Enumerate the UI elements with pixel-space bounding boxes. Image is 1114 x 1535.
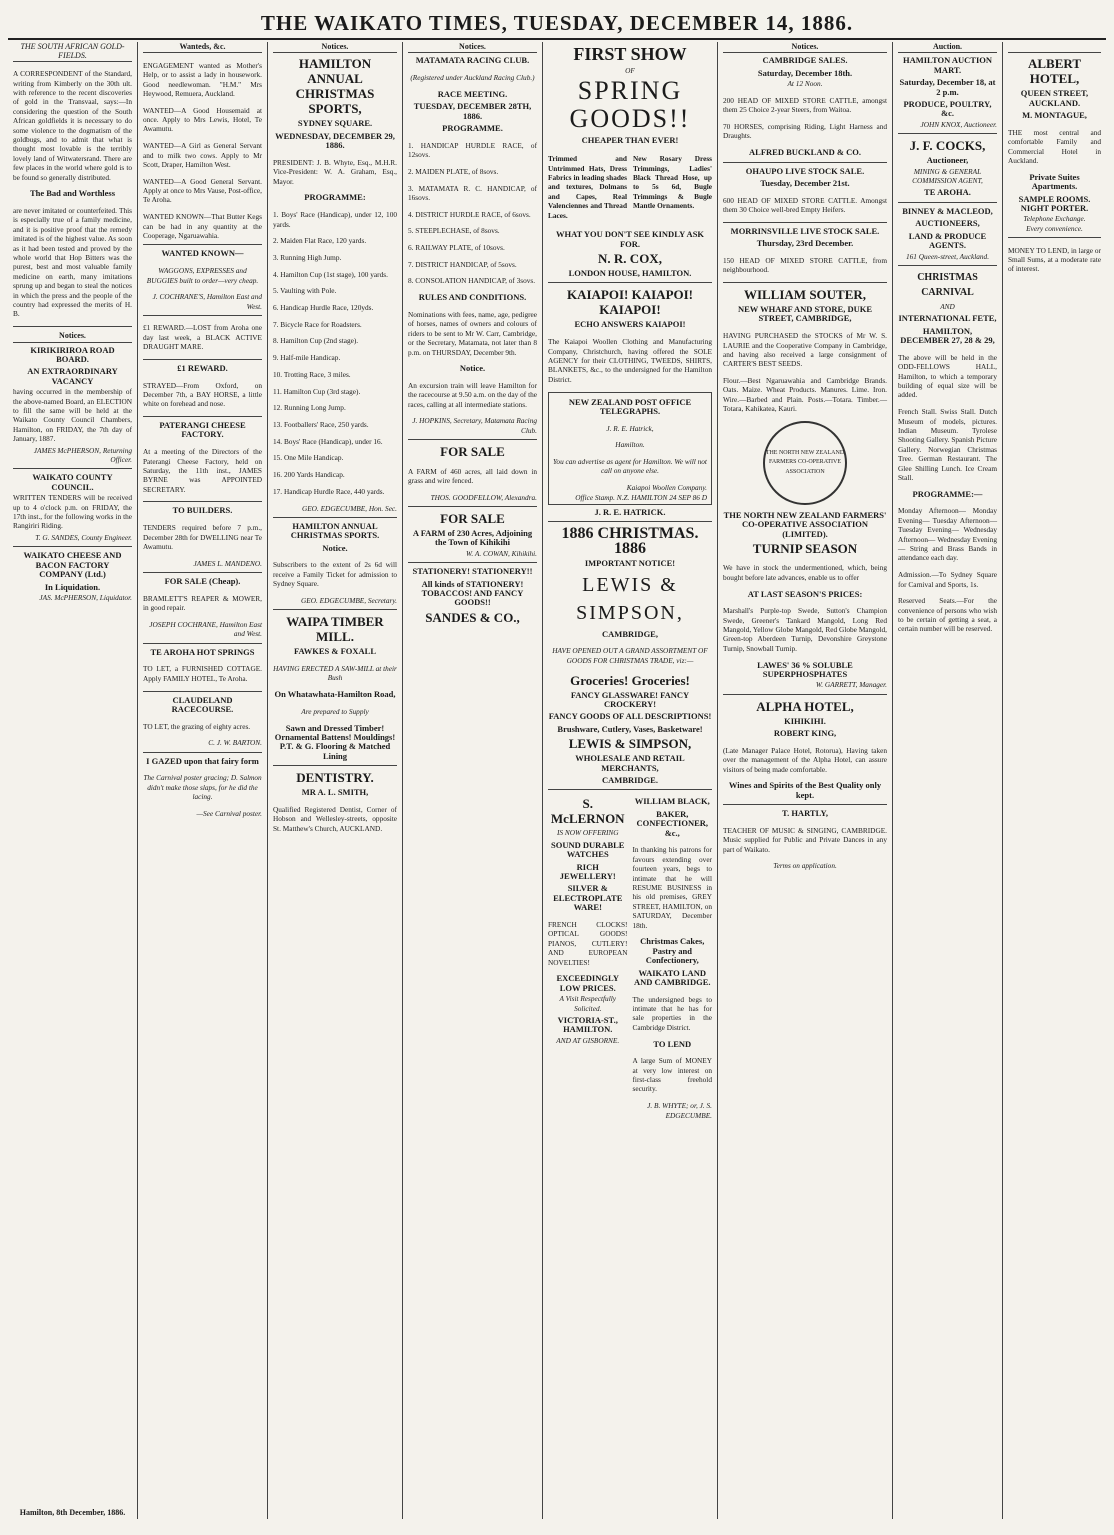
- article-title: THE SOUTH AFRICAN GOLD-FIELDS.: [13, 42, 132, 62]
- race-item: 6. RAILWAY PLATE, of 10sovs.: [408, 243, 505, 253]
- masthead: THE WAIKATO TIMES, TUESDAY, DECEMBER 14, 1886.: [8, 8, 1106, 40]
- notice-ad: KIRIKIRIROA ROAD BOARD. AN EXTRAORDINARY VACANCY having occurred in the membership of the above-named Board, an ELECTION to fill the same will be held at the Waikato County Council Chambers, Hamilton, on FRIDAY, the 7th day of January, 1887. JAMES McPHERSON, Returning Officer.: [13, 344, 132, 465]
- subheading: The Bad and Worthless: [29, 188, 116, 199]
- event-item: 7. Bicycle Race for Roadsters.: [273, 319, 362, 329]
- event-item: 14. Boys' Race (Handicap), under 16.: [273, 436, 383, 446]
- event-item: 12. Running Long Jump.: [273, 403, 346, 413]
- telegraph-box: NEW ZEALAND POST OFFICE TELEGRAPHS. J. R. E. Hatrick, Hamilton. You can advertise as agent for Hamilton. We will not call on anyone else. Kaiapoi Woollen Company. Office Stamp. N.Z. HAMILTON 24 SEP 86 D: [548, 392, 712, 505]
- wanted-ad: ENGAGEMENT wanted as Mother's Help, or to assist a lady in housework. Good needlewoman. "H.M." Mrs Heywood, Remuera, Auckland.: [143, 60, 262, 98]
- race-item: 7. DISTRICT HANDICAP, of 5sovs.: [408, 259, 517, 269]
- notice-ad: WAIKATO CHEESE AND BACON FACTORY COMPANY (Ltd.) In Liquidation. JAS. McPHERSON, Liquidator.: [23, 550, 132, 602]
- farmers-seal: THE NORTH NEW ZEALAND FARMERS CO-OPERATIVE ASSOCIATION: [763, 421, 847, 505]
- reward-ad: £1 REWARD.—LOST from Aroha one day last week, a BLACK ACTIVE DRAUGHT MARE.: [143, 323, 262, 352]
- column-4: Notices. MATAMATA RACING CLUB. (Registered under Auckland Racing Club.) RACE MEETING. TUESDAY, DECEMBER 28TH, 1886. PROGRAMME. 1. HANDICAP HURDLE RACE, of 12sovs. 2. MAIDEN PLATE, of 8sovs. 3. MATAMATA R. C. HANDICAP, of 16sovs. 4. DISTRICT HURDLE RACE, of 6sovs. 5. STEEPLECHASE, of 8sovs. 6. RAILWAY PLATE, of 10sovs. 7. DISTRICT HANDICAP, of 5sovs. 8. CONSOLATION HANDICAP, of 3sovs. RULES AND CONDITIONS. Nominations with fees, name, age, pedigree of horses, names of owners and colours of riders to be sent to Mr W. Carr, Cambridge, or the Secretary, Matamata, not later than 8 p.m. on THURSDAY, December 9th. Notice. An excursion train will leave Hamilton for the racecourse at 9.50 a.m. on the day of the races, calling at all intermediate stations. J. HOPKINS, Secretary, Matamata Racing Club. FOR SALE A FARM of 460 acres, all laid down in grass and wire fenced. THOS. GOODFELLOW, Alexandra. FOR SALE A FARM of 230 Acres, Adjoining the Town of Kihikihi W. A. COWAN, Kihikihi. STATIONERY! STATIONERY!! All kinds of STATIONERY! TOBACCOS! AND FANCY GOODS!! SANDES & CO.,: [403, 42, 543, 1519]
- notices-heading: Notices.: [13, 331, 132, 342]
- event-item: 17. Handicap Hurdle Race, 440 yards.: [273, 486, 385, 496]
- event-item: 11. Hamilton Cup (3rd stage).: [273, 386, 361, 396]
- column-8: ALBERT HOTEL, QUEEN STREET, AUCKLAND. M. MONTAGUE, THE most central and comfortable Family and Commercial Hotel in Auckland. Private Suites Apartments. SAMPLE ROOMS. NIGHT PORTER. Telephone Exchange. Every convenience. MONEY TO LEND, in large or Small Sums, at a moderate rate of interest.: [1003, 42, 1106, 1519]
- event-item: 9. Half-mile Handicap.: [273, 353, 341, 363]
- wanteds-heading: Wanteds, &c.: [143, 42, 262, 53]
- wanted-ad: WANTED—A Good General Servant. Apply at once to Mrs Vause, Post-office, Te Aroha.: [143, 176, 262, 205]
- event-item: 6. Handicap Hurdle Race, 120yds.: [273, 303, 374, 313]
- race-item: 2. MAIDEN PLATE, of 8sovs.: [408, 166, 499, 176]
- event-item: 5. Vaulting with Pole.: [273, 286, 337, 296]
- column-1: [8, 42, 138, 1519]
- event-item: 15. One Mile Handicap.: [273, 453, 344, 463]
- event-item: 3. Running High Jump.: [273, 252, 342, 262]
- event-item: 1. Boys' Race (Handicap), under 12, 100 yards.: [273, 210, 397, 229]
- column-5: FIRST SHOW OF SPRING GOODS!! CHEAPER THAN EVER! Trimmed and Untrimmed Hats, Dress Fabrics in leading shades and textures, Dolmans and Capes, Real Valenciennes and Thread Laces. New Rosary Dress Trimmings, Ladies' Black Thread Hose, up to 5s 6d, Bugle Trimmings & Bugle Mantle Ornaments. WHAT YOU DON'T SEE KINDLY ASK FOR. N. R. COX, LONDON HOUSE, HAMILTON. KAIAPOI! KAIAPOI! KAIAPOI! ECHO ANSWERS KAIAPOI! The Kaiapoi Woollen Clothing and Manufacturing Company, Christchurch, having offered the SOLE AGENCY for their CLOTHING, TWEEDS, SHIRTS, BLANKETS, &c., to the undersigned for the Hamilton District. NEW ZEALAND POST OFFICE TELEGRAPHS. J. R. E. Hatrick, Hamilton. You can advertise as agent for Hamilton. We will not call on anyone else. Kaiapoi Woollen Company. Office Stamp. N.Z. HAMILTON 24 SEP 86 D J. R. E. HATRICK. 1886 CHRISTMAS. 1886 IMPORTANT NOTICE! LEWIS & SIMPSON, CAMBRIDGE, HAVE OPENED OUT A GRAND ASSORTMENT OF GOODS FOR CHRISTMAS TRADE, viz:— Groceries! Groceries! FANCY GLASSWARE! FANCY CROCKERY! FANCY GOODS OF ALL DESCRIPTIONS! Brushware, Cutlery, Vases, Basketware! LEWIS & SIMPSON, WHOLESALE AND RETAIL MERCHANTS, CAMBRIDGE. S. McLERNON IS NOW OFFERING SOUND DURABLE WATCHES RICH JEWELLERY! SILVER & ELECTROPLATE WARE! FRENCH CLOCKS! OPTICAL GOODS! PIANOS, CUTLERY! AND EUROPEAN NOVELTIES! EXCEEDINGLY LOW PRICES. A Visit Respectfully Solicited. VICTORIA-ST., HAMILTON. AND AT GISBORNE. WILLIAM BLACK, BAKER, CONFECTIONER, &c., In thanking his patrons for favours extending over fourteen years, begs to intimate that he will RESUME BUSINESS in his old premises, GREY STREET, HAMILTON, on SATURDAY, December 18th. Christmas Cakes, Pastry and Confectionery, WAIKATO LAND AND CAMBRIDGE. The undersigned begs to intimate that he has for sale properties in the Cambridge District. TO LEND A large Sum of MONEY at very low interest on first-class freehold security. J. B. WHYTE; or, J. S. EDGECUMBE.: [543, 42, 718, 1519]
- wanted-ad: WANTED KNOWN—That Butter Kegs can be had in any quantity at the Cooperage, Ngaruawahia.: [143, 212, 262, 240]
- newspaper-page: [8, 8, 1106, 1519]
- event-item: 10. Trotting Race, 3 miles.: [273, 369, 351, 379]
- race-item: 1. HANDICAP HURDLE RACE, of 12sovs.: [408, 140, 537, 160]
- column-3: Notices. HAMILTON ANNUAL CHRISTMAS SPORTS, SYDNEY SQUARE. WEDNESDAY, DECEMBER 29, 1886. PRESIDENT: J. B. Whyte, Esq., M.H.R. Vice-President: W. A. Graham, Esq., Mayor. PROGRAMME: 1. Boys' Race (Handicap), under 12, 100 yards. 2. Maiden Flat Race, 120 yards. 3. Running High Jump. 4. Hamilton Cup (1st stage), 100 yards. 5. Vaulting with Pole. 6. Handicap Hurdle Race, 120yds. 7. Bicycle Race for Roadsters. 8. Hamilton Cup (2nd stage). 9. Half-mile Handicap. 10. Trotting Race, 3 miles. 11. Hamilton Cup (3rd stage). 12. Running Long Jump. 13. Footballers' Race, 250 yards. 14. Boys' Race (Handicap), under 16. 15. One Mile Handicap. 16. 200 Yards Handicap. 17. Handicap Hurdle Race, 440 yards. GEO. EDGECUMBE, Hon. Sec. HAMILTON ANNUAL CHRISTMAS SPORTS. Notice. Subscribers to the extent of 2s 6d will receive a Family Ticket for admission to Sydney Square. GEO. EDGECUMBE, Secretary. WAIPA TIMBER MILL. FAWKES & FOXALL HAVING ERECTED A SAW-MILL at their Bush On Whatawhata-Hamilton Road, Are prepared to Supply Sawn and Dressed Timber! Ornamental Battens! Mouldings! P.T. & G. Flooring & Matched Lining DENTISTRY. MR A. L. SMITH, Qualified Registered Dentist, Corner of Hobson and Wellesley-streets, opposite St. Matthew's Church, AUCKLAND.: [268, 42, 403, 1519]
- sports-title: HAMILTON ANNUAL CHRISTMAS SPORTS,: [295, 56, 375, 117]
- race-item: 4. DISTRICT HURDLE RACE, of 6sovs.: [408, 209, 531, 219]
- race-item: 3. MATAMATA R. C. HANDICAP, of 16sovs.: [408, 183, 537, 202]
- spring-goods: SPRING GOODS!!: [569, 76, 691, 134]
- column-6: Notices. CAMBRIDGE SALES. Saturday, December 18th. At 12 Noon. 200 HEAD OF MIXED STORE CATTLE, amongst them 25 Choice 2-year Steers, from Waitoa. 70 HORSES, comprising Riding, Light Harness and Draughts. ALFRED BUCKLAND & CO. OHAUPO LIVE STOCK SALE. Tuesday, December 21st. 600 HEAD OF MIXED STORE CATTLE. Amongst them 30 Choice well-bred Empty Heifers. MORRINSVILLE LIVE STOCK SALE. Thursday, 23rd December. 150 HEAD OF MIXED STORE CATTLE, from neighbourhood. WILLIAM SOUTER, NEW WHARF AND STORE, DUKE STREET, CAMBRIDGE, HAVING PURCHASED the STOCKS of Mr W. S. LAURIE and the Cooperative Company in Cambridge, and having also received a large consignment of CARTER'S BEST SEEDS. Flour.—Best Ngaruawahia and Cambridge Brands. Oats. Maize. Wheat Products. Manures. Lime. Iron. Wire.—Barbed and Plain. Posts.—Totara. Timber.—Totara, Kahikatea, Kauri. THE NORTH NEW ZEALAND FARMERS CO-OPERATIVE ASSOCIATION THE NORTH NEW ZEALAND FARMERS' CO-OPERATIVE ASSOCIATION (LIMITED). TURNIP SEASON We have in stock the undermentioned, which, being bought before late advances, enable us to offer AT LAST SEASON'S PRICES: Marshall's Purple-top Swede, Sutton's Champion Swede, Greener's Tankard Mangold, Long Red Mangold, Yellow Globe Mangold, Red Globe Mangold, Green-top Aberdeen Turnip, Devonshire Greystone Turnip, Snowball Turnip. LAWES' 36 % SOLUBLE SUPERPHOSPHATES W. GARRETT, Manager. ALPHA HOTEL, KIHIKIHI. ROBERT KING, (Late Manager Palace Hotel, Rotorua), Having taken over the management of the Alpha Hotel, can assure visitors of being made comfortable. Wines and Spirits of the Best Quality only kept. T. HARTLY, TEACHER OF MUSIC & SINGING, CAMBRIDGE. Music supplied for Public and Private Dances in any part of Waikato. Terms on application.: [718, 42, 893, 1519]
- race-item: 5. STEEPLECHASE, of 8sovs.: [408, 226, 500, 236]
- column-2: Wanteds, &c. ENGAGEMENT wanted as Mother's Help, or to assist a lady in housework. Good needlewoman. "H.M." Mrs Heywood, Remuera, Auckland. WANTED—A Good Housemaid at once. Apply to Mrs Lewis, Hotel, Te Awamutu. WANTED—A Girl as General Servant and to milk two cows. Apply to Mr Scott, Draper, Hamilton West. WANTED—A Good General Servant. Apply at once to Mrs Vause, Post-office, Te Aroha. WANTED KNOWN—That Butter Kegs can be had in any quantity at the Cooperage, Ngaruawahia. WANTED KNOWN— WAGGONS, EXPRESSES and BUGGIES built to order—very cheap. J. COCHRANE'S, Hamilton East and West. £1 REWARD.—LOST from Aroha one day last week, a BLACK ACTIVE DRAUGHT MARE. £1 REWARD. STRAYED—From Oxford, on December 7th, a BAY HORSE, a little white on forehead and nose. PATERANGI CHEESE FACTORY. At a meeting of the Directors of the Paterangi Cheese Factory, held on Saturday, the 11th inst., JAMES BYRNE was APPOINTED SECRETARY. TO BUILDERS. TENDERS required before 7 p.m., December 28th for DWELLING near Te Awamutu. JAMES L. MANDENO. FOR SALE (Cheap). BRAMLETT'S REAPER & MOWER, in good repair. JOSEPH COCHRANE, Hamilton East and West. TE AROHA HOT SPRINGS TO LET, a FURNISHED COTTAGE. Apply FAMILY HOTEL, Te Aroha. CLAUDELAND RACECOURSE. TO LET, the grazing of eighty acres. C. J. W. BARTON. I GAZED upon that fairy form The Carnival poster gracing; D. Salmon didn't make those slaps, for he did the lacing. —See Carnival poster.: [138, 42, 268, 1519]
- article-body: A CORRESPONDENT of the Standard, writing from Kimberly on the 30th ult. with reference to the recent discoveries of gold in the Transvaal, says:—In considering the question of the South African goldfields it is necessary to do some violence to the dogmatism of the goldbugs, and to admit that what is thought most lovable is the terribly lovely land of Witwatersrand. There are few places in the world where gold is to be found so generally distributed.: [13, 69, 132, 182]
- column-date: Hamilton, 8th December, 1886.: [13, 1508, 132, 1517]
- subheading-body: are never imitated or counterfeited. This is especially true of a family medicine, and it is positive proof that the remedy imitated is of the highest value. As soon as it had been tested and proved by the whole world that Hop Bitters was the purest, best and most valuable family medicine on earth, many imitations sprung up and began to steal the notices in which the press and the people of the country had expressed the merits of H. B.: [13, 205, 132, 319]
- event-item: 2. Maiden Flat Race, 120 yards.: [273, 236, 367, 246]
- notice-ad: WAIKATO COUNTY COUNCIL. WRITTEN TENDERS will be received up to 4 o'clock p.m. on FRIDAY, the 17th inst., for the following works in the Rangiriri Riding. T. G. SANDES, County Engineer.: [13, 472, 132, 542]
- event-item: 16. 200 Yards Handicap.: [273, 470, 345, 480]
- column-7: Auction. HAMILTON AUCTION MART. Saturday, December 18, at 2 p.m. PRODUCE, POULTRY, &c. JOHN KNOX, Auctioneer. J. F. COCKS, Auctioneer, MINING & GENERAL COMMISSION AGENT, TE AROHA. BINNEY & MACLEOD, AUCTIONEERS, LAND & PRODUCE AGENTS. 161 Queen-street, Auckland. CHRISTMAS CARNIVAL AND INTERNATIONAL FETE, HAMILTON, DECEMBER 27, 28 & 29, The above will be held in the ODD-FELLOWS HALL, Hamilton, to which a temporary building of equal size will be added. French Stall. Swiss Stall. Dutch Museum of models, pictures. Indian Museum. Tyrolese Shooting Gallery. Spanish Picture Gallery. Norwegian Christmas Tree. German Restaurant. The Glee Shilling Lunch. Ice Cream Stall. PROGRAMME:— Monday Afternoon— Monday Evening— Tuesday Afternoon— Tuesday Evening— Wednesday Afternoon— Wednesday Evening— String and Brass Bands in attendance each day. Admission.—To Sydney Square for Carnival and Sports, 1s. Reserved Seats.—For the convenience of persons who wish to be certain of getting a seat, a certain number will be reserved.: [893, 42, 1003, 1519]
- event-item: 8. Hamilton Cup (2nd stage).: [273, 336, 359, 346]
- wanted-ad: WANTED—A Good Housemaid at once. Apply to Mrs Lewis, Hotel, Te Awamutu.: [143, 105, 262, 134]
- wanted-ad: WANTED—A Girl as General Servant and to milk two cows. Apply to Mr Scott, Draper, Hamilton West.: [143, 141, 262, 169]
- event-item: 13. Footballers' Race, 250 yards.: [273, 419, 369, 429]
- event-item: 4. Hamilton Cup (1st stage), 100 yards.: [273, 269, 388, 279]
- race-item: 8. CONSOLATION HANDICAP, of 3sovs.: [408, 276, 536, 286]
- first-show: FIRST SHOW: [573, 44, 687, 64]
